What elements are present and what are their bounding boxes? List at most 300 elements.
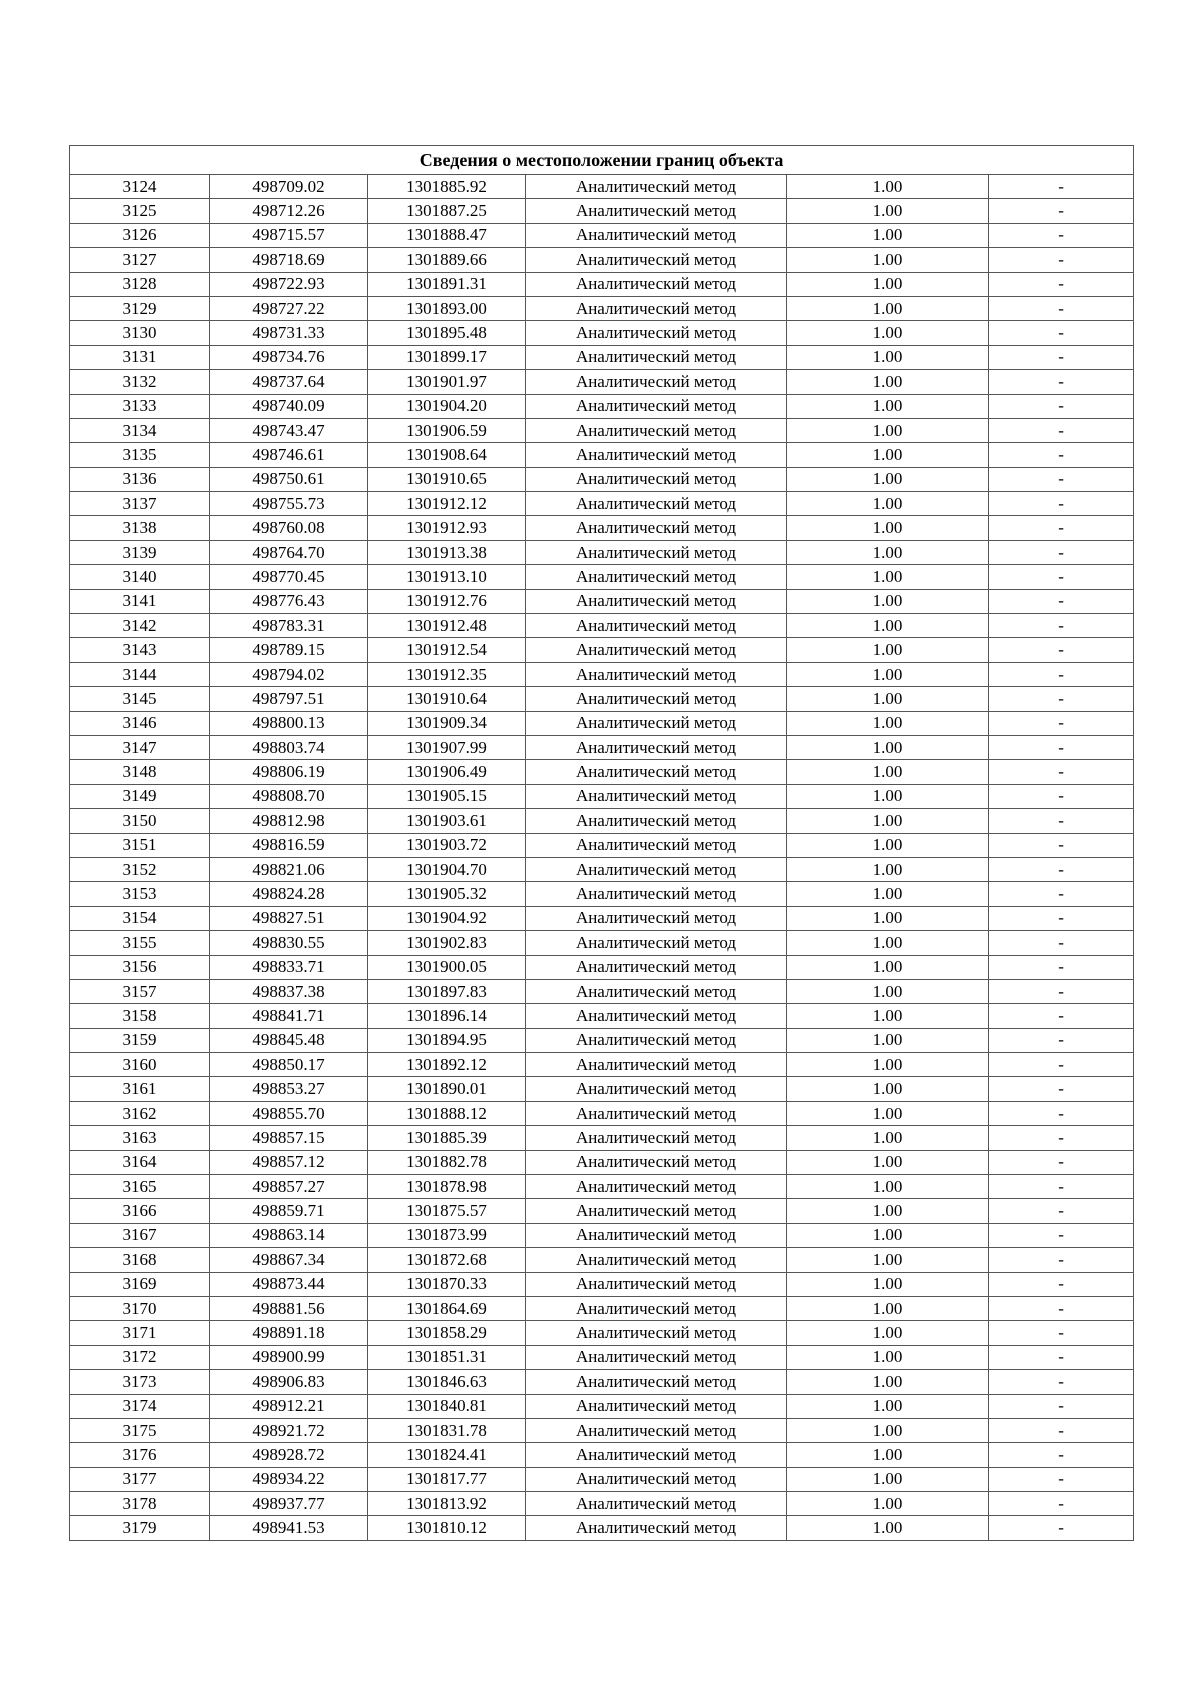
description-cell: - xyxy=(989,1248,1134,1272)
method-cell: Аналитический метод xyxy=(526,370,787,394)
description-cell: - xyxy=(989,1345,1134,1369)
accuracy-cell: 1.00 xyxy=(787,1004,989,1028)
point-number-cell: 3136 xyxy=(70,467,210,491)
description-cell: - xyxy=(989,1028,1134,1052)
x-coordinate-cell: 498755.73 xyxy=(210,492,368,516)
method-cell: Аналитический метод xyxy=(526,662,787,686)
description-cell: - xyxy=(989,882,1134,906)
x-coordinate-cell: 498709.02 xyxy=(210,175,368,199)
method-cell: Аналитический метод xyxy=(526,1028,787,1052)
method-cell: Аналитический метод xyxy=(526,1418,787,1442)
table-row xyxy=(70,833,1134,857)
table-row xyxy=(70,1296,1134,1320)
description-cell: - xyxy=(989,296,1134,320)
description-cell: - xyxy=(989,857,1134,881)
y-coordinate-cell: 1301904.20 xyxy=(368,394,526,418)
x-coordinate-cell: 498921.72 xyxy=(210,1418,368,1442)
description-cell: - xyxy=(989,345,1134,369)
method-cell: Аналитический метод xyxy=(526,321,787,345)
point-number-cell: 3176 xyxy=(70,1443,210,1467)
y-coordinate-cell: 1301910.64 xyxy=(368,687,526,711)
accuracy-cell: 1.00 xyxy=(787,1492,989,1516)
x-coordinate-cell: 498797.51 xyxy=(210,687,368,711)
description-cell: - xyxy=(989,1053,1134,1077)
x-coordinate-cell: 498760.08 xyxy=(210,516,368,540)
accuracy-cell: 1.00 xyxy=(787,955,989,979)
y-coordinate-cell: 1301846.63 xyxy=(368,1370,526,1394)
point-number-cell: 3134 xyxy=(70,418,210,442)
accuracy-cell: 1.00 xyxy=(787,175,989,199)
description-cell: - xyxy=(989,1223,1134,1247)
y-coordinate-cell: 1301858.29 xyxy=(368,1321,526,1345)
method-cell: Аналитический метод xyxy=(526,516,787,540)
method-cell: Аналитический метод xyxy=(526,565,787,589)
accuracy-cell: 1.00 xyxy=(787,662,989,686)
description-cell: - xyxy=(989,735,1134,759)
x-coordinate-cell: 498794.02 xyxy=(210,662,368,686)
point-number-cell: 3164 xyxy=(70,1150,210,1174)
y-coordinate-cell: 1301908.64 xyxy=(368,443,526,467)
accuracy-cell: 1.00 xyxy=(787,1345,989,1369)
point-number-cell: 3174 xyxy=(70,1394,210,1418)
x-coordinate-cell: 498737.64 xyxy=(210,370,368,394)
x-coordinate-cell: 498734.76 xyxy=(210,345,368,369)
x-coordinate-cell: 498906.83 xyxy=(210,1370,368,1394)
x-coordinate-cell: 498857.15 xyxy=(210,1126,368,1150)
method-cell: Аналитический метод xyxy=(526,1126,787,1150)
accuracy-cell: 1.00 xyxy=(787,614,989,638)
point-number-cell: 3149 xyxy=(70,784,210,808)
description-cell: - xyxy=(989,516,1134,540)
x-coordinate-cell: 498816.59 xyxy=(210,833,368,857)
description-cell: - xyxy=(989,394,1134,418)
y-coordinate-cell: 1301892.12 xyxy=(368,1053,526,1077)
y-coordinate-cell: 1301894.95 xyxy=(368,1028,526,1052)
x-coordinate-cell: 498808.70 xyxy=(210,784,368,808)
point-number-cell: 3151 xyxy=(70,833,210,857)
description-cell: - xyxy=(989,248,1134,272)
point-number-cell: 3156 xyxy=(70,955,210,979)
x-coordinate-cell: 498746.61 xyxy=(210,443,368,467)
accuracy-cell: 1.00 xyxy=(787,1370,989,1394)
x-coordinate-cell: 498740.09 xyxy=(210,394,368,418)
accuracy-cell: 1.00 xyxy=(787,1443,989,1467)
accuracy-cell: 1.00 xyxy=(787,443,989,467)
y-coordinate-cell: 1301864.69 xyxy=(368,1296,526,1320)
method-cell: Аналитический метод xyxy=(526,1443,787,1467)
method-cell: Аналитический метод xyxy=(526,711,787,735)
table-row xyxy=(70,1370,1134,1394)
method-cell: Аналитический метод xyxy=(526,272,787,296)
table-title-row xyxy=(70,146,1134,175)
table-row xyxy=(70,906,1134,930)
x-coordinate-cell: 498803.74 xyxy=(210,735,368,759)
point-number-cell: 3171 xyxy=(70,1321,210,1345)
y-coordinate-cell: 1301912.48 xyxy=(368,614,526,638)
x-coordinate-cell: 498837.38 xyxy=(210,979,368,1003)
y-coordinate-cell: 1301904.92 xyxy=(368,906,526,930)
method-cell: Аналитический метод xyxy=(526,1053,787,1077)
table-row xyxy=(70,296,1134,320)
y-coordinate-cell: 1301903.72 xyxy=(368,833,526,857)
description-cell: - xyxy=(989,833,1134,857)
accuracy-cell: 1.00 xyxy=(787,638,989,662)
accuracy-cell: 1.00 xyxy=(787,1248,989,1272)
y-coordinate-cell: 1301900.05 xyxy=(368,955,526,979)
table-row xyxy=(70,1126,1134,1150)
y-coordinate-cell: 1301912.93 xyxy=(368,516,526,540)
x-coordinate-cell: 498821.06 xyxy=(210,857,368,881)
table-row xyxy=(70,1004,1134,1028)
table-row xyxy=(70,1248,1134,1272)
x-coordinate-cell: 498900.99 xyxy=(210,1345,368,1369)
table-row xyxy=(70,662,1134,686)
accuracy-cell: 1.00 xyxy=(787,248,989,272)
point-number-cell: 3179 xyxy=(70,1516,210,1540)
y-coordinate-cell: 1301817.77 xyxy=(368,1467,526,1491)
point-number-cell: 3150 xyxy=(70,809,210,833)
description-cell: - xyxy=(989,760,1134,784)
y-coordinate-cell: 1301913.38 xyxy=(368,540,526,564)
point-number-cell: 3143 xyxy=(70,638,210,662)
method-cell: Аналитический метод xyxy=(526,443,787,467)
point-number-cell: 3160 xyxy=(70,1053,210,1077)
x-coordinate-cell: 498850.17 xyxy=(210,1053,368,1077)
point-number-cell: 3157 xyxy=(70,979,210,1003)
y-coordinate-cell: 1301902.83 xyxy=(368,931,526,955)
description-cell: - xyxy=(989,1272,1134,1296)
point-number-cell: 3129 xyxy=(70,296,210,320)
description-cell: - xyxy=(989,370,1134,394)
description-cell: - xyxy=(989,223,1134,247)
accuracy-cell: 1.00 xyxy=(787,492,989,516)
method-cell: Аналитический метод xyxy=(526,931,787,955)
point-number-cell: 3158 xyxy=(70,1004,210,1028)
y-coordinate-cell: 1301913.10 xyxy=(368,565,526,589)
table-row xyxy=(70,467,1134,491)
method-cell: Аналитический метод xyxy=(526,418,787,442)
point-number-cell: 3139 xyxy=(70,540,210,564)
point-number-cell: 3155 xyxy=(70,931,210,955)
x-coordinate-cell: 498750.61 xyxy=(210,467,368,491)
point-number-cell: 3162 xyxy=(70,1101,210,1125)
x-coordinate-cell: 498857.12 xyxy=(210,1150,368,1174)
description-cell: - xyxy=(989,906,1134,930)
accuracy-cell: 1.00 xyxy=(787,784,989,808)
accuracy-cell: 1.00 xyxy=(787,345,989,369)
y-coordinate-cell: 1301873.99 xyxy=(368,1223,526,1247)
description-cell: - xyxy=(989,784,1134,808)
description-cell: - xyxy=(989,1077,1134,1101)
point-number-cell: 3141 xyxy=(70,589,210,613)
description-cell: - xyxy=(989,1126,1134,1150)
accuracy-cell: 1.00 xyxy=(787,589,989,613)
accuracy-cell: 1.00 xyxy=(787,1223,989,1247)
x-coordinate-cell: 498770.45 xyxy=(210,565,368,589)
x-coordinate-cell: 498806.19 xyxy=(210,760,368,784)
accuracy-cell: 1.00 xyxy=(787,760,989,784)
description-cell: - xyxy=(989,492,1134,516)
table-row xyxy=(70,394,1134,418)
accuracy-cell: 1.00 xyxy=(787,882,989,906)
table-row xyxy=(70,979,1134,1003)
point-number-cell: 3138 xyxy=(70,516,210,540)
point-number-cell: 3133 xyxy=(70,394,210,418)
description-cell: - xyxy=(989,1418,1134,1442)
method-cell: Аналитический метод xyxy=(526,199,787,223)
method-cell: Аналитический метод xyxy=(526,1248,787,1272)
method-cell: Аналитический метод xyxy=(526,1296,787,1320)
table-row xyxy=(70,516,1134,540)
method-cell: Аналитический метод xyxy=(526,296,787,320)
method-cell: Аналитический метод xyxy=(526,1467,787,1491)
x-coordinate-cell: 498853.27 xyxy=(210,1077,368,1101)
description-cell: - xyxy=(989,931,1134,955)
accuracy-cell: 1.00 xyxy=(787,565,989,589)
method-cell: Аналитический метод xyxy=(526,1345,787,1369)
point-number-cell: 3153 xyxy=(70,882,210,906)
accuracy-cell: 1.00 xyxy=(787,1321,989,1345)
y-coordinate-cell: 1301888.47 xyxy=(368,223,526,247)
accuracy-cell: 1.00 xyxy=(787,906,989,930)
description-cell: - xyxy=(989,1516,1134,1540)
x-coordinate-cell: 498881.56 xyxy=(210,1296,368,1320)
y-coordinate-cell: 1301885.39 xyxy=(368,1126,526,1150)
method-cell: Аналитический метод xyxy=(526,1150,787,1174)
method-cell: Аналитический метод xyxy=(526,1077,787,1101)
table-row xyxy=(70,735,1134,759)
table-row xyxy=(70,638,1134,662)
table-row xyxy=(70,175,1134,199)
point-number-cell: 3169 xyxy=(70,1272,210,1296)
table-row xyxy=(70,370,1134,394)
accuracy-cell: 1.00 xyxy=(787,1394,989,1418)
y-coordinate-cell: 1301912.76 xyxy=(368,589,526,613)
point-number-cell: 3154 xyxy=(70,906,210,930)
point-number-cell: 3172 xyxy=(70,1345,210,1369)
point-number-cell: 3175 xyxy=(70,1418,210,1442)
description-cell: - xyxy=(989,1443,1134,1467)
x-coordinate-cell: 498722.93 xyxy=(210,272,368,296)
point-number-cell: 3165 xyxy=(70,1175,210,1199)
description-cell: - xyxy=(989,321,1134,345)
point-number-cell: 3161 xyxy=(70,1077,210,1101)
accuracy-cell: 1.00 xyxy=(787,1175,989,1199)
y-coordinate-cell: 1301912.54 xyxy=(368,638,526,662)
method-cell: Аналитический метод xyxy=(526,1394,787,1418)
accuracy-cell: 1.00 xyxy=(787,857,989,881)
table-row xyxy=(70,1321,1134,1345)
accuracy-cell: 1.00 xyxy=(787,1150,989,1174)
accuracy-cell: 1.00 xyxy=(787,1101,989,1125)
point-number-cell: 3173 xyxy=(70,1370,210,1394)
y-coordinate-cell: 1301875.57 xyxy=(368,1199,526,1223)
method-cell: Аналитический метод xyxy=(526,979,787,1003)
x-coordinate-cell: 498743.47 xyxy=(210,418,368,442)
table-row xyxy=(70,589,1134,613)
method-cell: Аналитический метод xyxy=(526,394,787,418)
table-row xyxy=(70,1345,1134,1369)
table-row xyxy=(70,1199,1134,1223)
method-cell: Аналитический метод xyxy=(526,1199,787,1223)
method-cell: Аналитический метод xyxy=(526,345,787,369)
description-cell: - xyxy=(989,175,1134,199)
accuracy-cell: 1.00 xyxy=(787,199,989,223)
accuracy-cell: 1.00 xyxy=(787,296,989,320)
y-coordinate-cell: 1301885.92 xyxy=(368,175,526,199)
x-coordinate-cell: 498841.71 xyxy=(210,1004,368,1028)
accuracy-cell: 1.00 xyxy=(787,1467,989,1491)
x-coordinate-cell: 498789.15 xyxy=(210,638,368,662)
table-row xyxy=(70,272,1134,296)
x-coordinate-cell: 498937.77 xyxy=(210,1492,368,1516)
point-number-cell: 3152 xyxy=(70,857,210,881)
point-number-cell: 3137 xyxy=(70,492,210,516)
method-cell: Аналитический метод xyxy=(526,614,787,638)
point-number-cell: 3128 xyxy=(70,272,210,296)
x-coordinate-cell: 498715.57 xyxy=(210,223,368,247)
method-cell: Аналитический метод xyxy=(526,248,787,272)
method-cell: Аналитический метод xyxy=(526,1223,787,1247)
table-row xyxy=(70,1223,1134,1247)
x-coordinate-cell: 498867.34 xyxy=(210,1248,368,1272)
method-cell: Аналитический метод xyxy=(526,1370,787,1394)
y-coordinate-cell: 1301810.12 xyxy=(368,1516,526,1540)
y-coordinate-cell: 1301887.25 xyxy=(368,199,526,223)
point-number-cell: 3124 xyxy=(70,175,210,199)
y-coordinate-cell: 1301910.65 xyxy=(368,467,526,491)
method-cell: Аналитический метод xyxy=(526,882,787,906)
y-coordinate-cell: 1301872.68 xyxy=(368,1248,526,1272)
description-cell: - xyxy=(989,443,1134,467)
description-cell: - xyxy=(989,418,1134,442)
table-row xyxy=(70,711,1134,735)
y-coordinate-cell: 1301907.99 xyxy=(368,735,526,759)
y-coordinate-cell: 1301912.35 xyxy=(368,662,526,686)
accuracy-cell: 1.00 xyxy=(787,931,989,955)
x-coordinate-cell: 498727.22 xyxy=(210,296,368,320)
table-row xyxy=(70,565,1134,589)
point-number-cell: 3131 xyxy=(70,345,210,369)
table-row xyxy=(70,1028,1134,1052)
table-body xyxy=(70,175,1134,1541)
boundary-coordinates-table xyxy=(69,145,1134,1541)
point-number-cell: 3144 xyxy=(70,662,210,686)
method-cell: Аналитический метод xyxy=(526,1272,787,1296)
point-number-cell: 3178 xyxy=(70,1492,210,1516)
description-cell: - xyxy=(989,540,1134,564)
x-coordinate-cell: 498873.44 xyxy=(210,1272,368,1296)
table-row xyxy=(70,1053,1134,1077)
method-cell: Аналитический метод xyxy=(526,809,787,833)
accuracy-cell: 1.00 xyxy=(787,1199,989,1223)
table-row xyxy=(70,492,1134,516)
description-cell: - xyxy=(989,1004,1134,1028)
table-row xyxy=(70,1101,1134,1125)
table-row xyxy=(70,1150,1134,1174)
y-coordinate-cell: 1301906.49 xyxy=(368,760,526,784)
table-row xyxy=(70,931,1134,955)
table-row xyxy=(70,1418,1134,1442)
description-cell: - xyxy=(989,809,1134,833)
accuracy-cell: 1.00 xyxy=(787,370,989,394)
y-coordinate-cell: 1301895.48 xyxy=(368,321,526,345)
accuracy-cell: 1.00 xyxy=(787,1028,989,1052)
point-number-cell: 3177 xyxy=(70,1467,210,1491)
description-cell: - xyxy=(989,1467,1134,1491)
x-coordinate-cell: 498912.21 xyxy=(210,1394,368,1418)
point-number-cell: 3159 xyxy=(70,1028,210,1052)
point-number-cell: 3135 xyxy=(70,443,210,467)
description-cell: - xyxy=(989,467,1134,491)
description-cell: - xyxy=(989,1175,1134,1199)
y-coordinate-cell: 1301896.14 xyxy=(368,1004,526,1028)
table-row xyxy=(70,1467,1134,1491)
x-coordinate-cell: 498824.28 xyxy=(210,882,368,906)
description-cell: - xyxy=(989,638,1134,662)
description-cell: - xyxy=(989,955,1134,979)
description-cell: - xyxy=(989,687,1134,711)
accuracy-cell: 1.00 xyxy=(787,1516,989,1540)
method-cell: Аналитический метод xyxy=(526,467,787,491)
method-cell: Аналитический метод xyxy=(526,223,787,247)
method-cell: Аналитический метод xyxy=(526,1321,787,1345)
x-coordinate-cell: 498833.71 xyxy=(210,955,368,979)
accuracy-cell: 1.00 xyxy=(787,321,989,345)
table-row xyxy=(70,418,1134,442)
y-coordinate-cell: 1301905.32 xyxy=(368,882,526,906)
method-cell: Аналитический метод xyxy=(526,589,787,613)
table-row xyxy=(70,1272,1134,1296)
y-coordinate-cell: 1301878.98 xyxy=(368,1175,526,1199)
x-coordinate-cell: 498934.22 xyxy=(210,1467,368,1491)
method-cell: Аналитический метод xyxy=(526,1101,787,1125)
table-row xyxy=(70,1077,1134,1101)
accuracy-cell: 1.00 xyxy=(787,1418,989,1442)
method-cell: Аналитический метод xyxy=(526,638,787,662)
accuracy-cell: 1.00 xyxy=(787,272,989,296)
table-row xyxy=(70,1175,1134,1199)
accuracy-cell: 1.00 xyxy=(787,687,989,711)
y-coordinate-cell: 1301888.12 xyxy=(368,1101,526,1125)
method-cell: Аналитический метод xyxy=(526,784,787,808)
method-cell: Аналитический метод xyxy=(526,906,787,930)
method-cell: Аналитический метод xyxy=(526,175,787,199)
accuracy-cell: 1.00 xyxy=(787,467,989,491)
x-coordinate-cell: 498712.26 xyxy=(210,199,368,223)
point-number-cell: 3132 xyxy=(70,370,210,394)
method-cell: Аналитический метод xyxy=(526,1492,787,1516)
table-row xyxy=(70,443,1134,467)
x-coordinate-cell: 498731.33 xyxy=(210,321,368,345)
description-cell: - xyxy=(989,979,1134,1003)
x-coordinate-cell: 498783.31 xyxy=(210,614,368,638)
description-cell: - xyxy=(989,1296,1134,1320)
y-coordinate-cell: 1301903.61 xyxy=(368,809,526,833)
table-row xyxy=(70,614,1134,638)
method-cell: Аналитический метод xyxy=(526,760,787,784)
table-row xyxy=(70,199,1134,223)
table-row xyxy=(70,321,1134,345)
table-row xyxy=(70,955,1134,979)
point-number-cell: 3168 xyxy=(70,1248,210,1272)
y-coordinate-cell: 1301901.97 xyxy=(368,370,526,394)
point-number-cell: 3140 xyxy=(70,565,210,589)
method-cell: Аналитический метод xyxy=(526,1175,787,1199)
description-cell: - xyxy=(989,1370,1134,1394)
y-coordinate-cell: 1301870.33 xyxy=(368,1272,526,1296)
table-row xyxy=(70,809,1134,833)
